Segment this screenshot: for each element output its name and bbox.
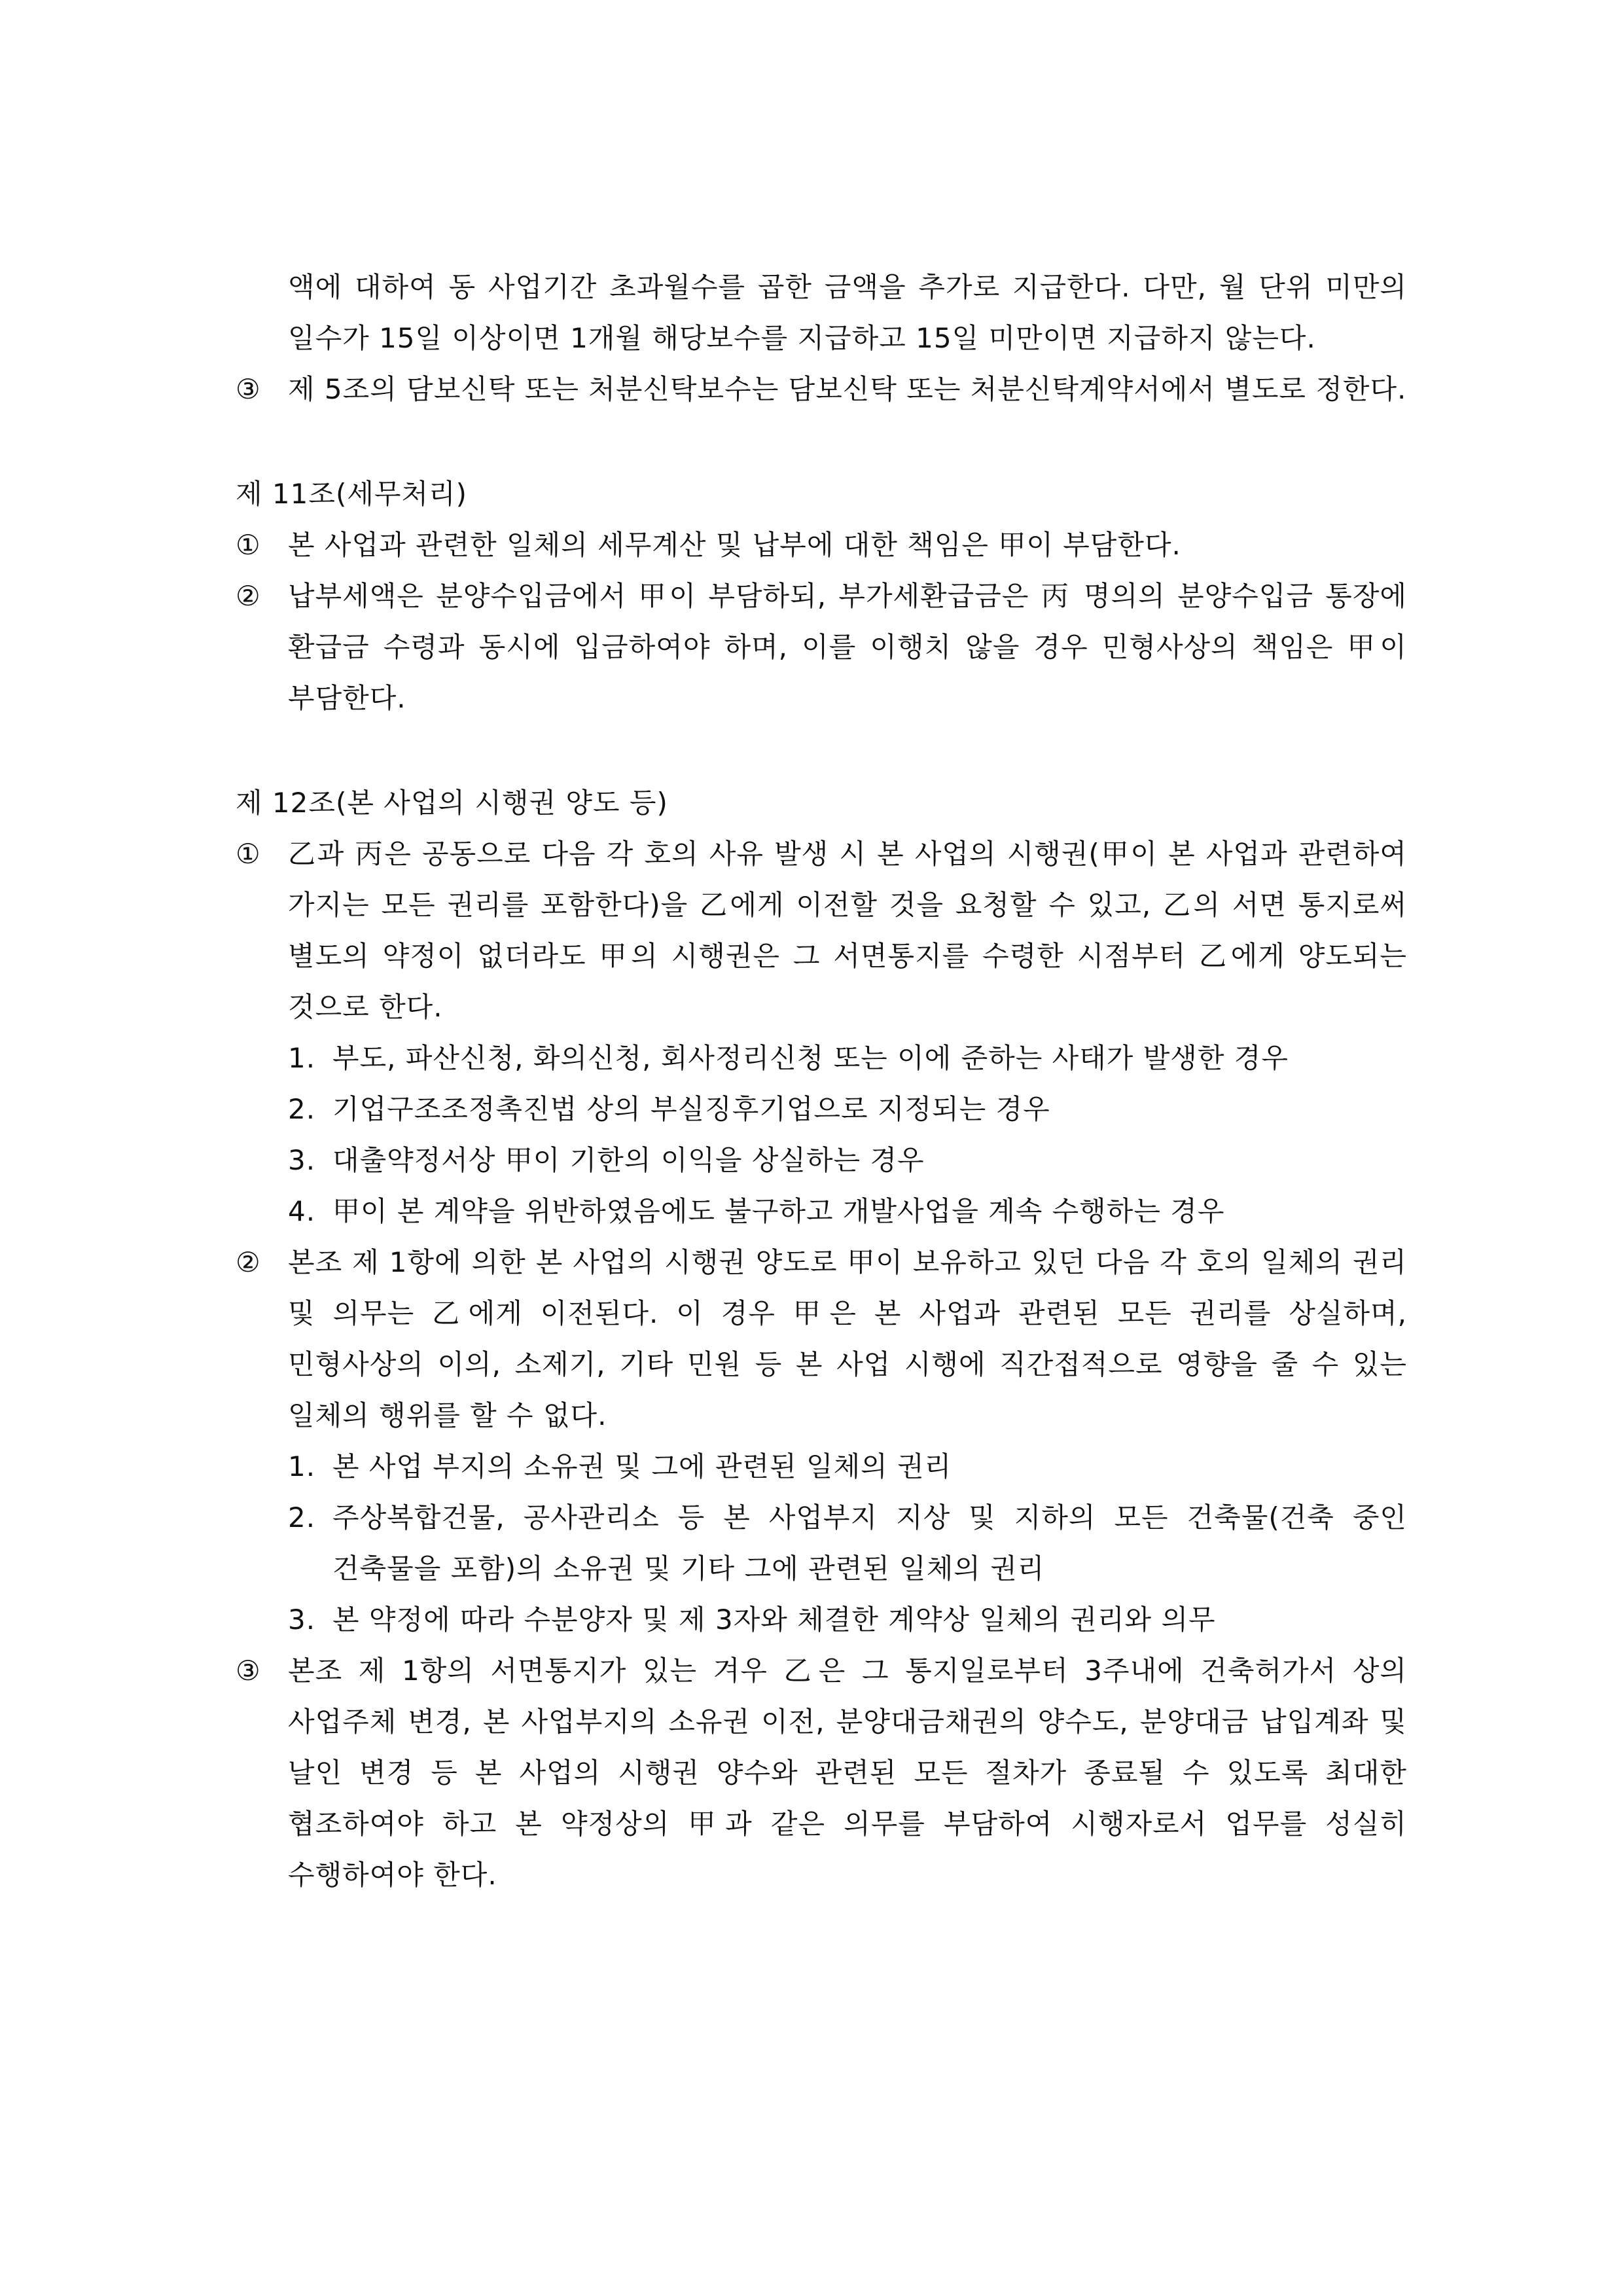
list-item: [236, 571, 1407, 724]
item-marker: ②: [236, 580, 261, 612]
spacer: [236, 724, 1407, 778]
sub-list-item: [236, 1492, 1407, 1594]
list-item: [236, 364, 1407, 415]
sub-item-number: 4.: [288, 1195, 316, 1227]
list-item: [236, 1645, 1407, 1901]
item-text: 본 사업과 관련한 일체의 세무계산 및 납부에 대한 책임은 甲이 부담한다.: [288, 529, 1181, 561]
continuation-paragraph: 액에 대하여 동 사업기간 초과월수를 곱한 금액을 추가로 지급한다. 다만, 월 단위 미만의 일수가 15일 이상이면 1개월 해당보수를 지급하고 15일 미만이면 지급하지 않는다.: [288, 271, 1407, 354]
item-text: 乙과 丙은 공동으로 다음 각 호의 사유 발생 시 본 사업의 시행권(甲이 본 사업과 관련하여 가지는 모든 권리를 포함한다)을 乙에게 이전할 것을 요청할 수 있고, 乙의 서면 통지로써 별도의 약정이 없더라도 甲의 시행권은 그 서면통지를 수령한 시점부터 乙에게 양도되는 것으로 한다.: [288, 838, 1407, 1023]
sub-item-text: 甲이 본 계약을 위반하였음에도 불구하고 개발사업을 계속 수행하는 경우: [332, 1195, 1225, 1227]
sub-item-number: 2.: [288, 1501, 316, 1534]
sub-list-item: [236, 1594, 1407, 1645]
sub-item-text: 주상복합건물, 공사관리소 등 본 사업부지 지상 및 지하의 모든 건축물(건축 중인 건축물을 포함)의 소유권 및 기타 그에 관련된 일체의 권리: [332, 1501, 1407, 1585]
document-body: [236, 262, 1407, 1901]
item-marker: ③: [236, 373, 261, 405]
item-marker: ①: [236, 838, 261, 870]
sub-item-text: 본 사업 부지의 소유권 및 그에 관련된 일체의 권리: [332, 1450, 952, 1482]
sub-item-text: 본 약정에 따라 수분양자 및 제 3자와 체결한 계약상 일체의 권리와 의무: [332, 1604, 1216, 1636]
sub-item-number: 1.: [288, 1450, 316, 1482]
item-marker: ③: [236, 1655, 261, 1687]
item-text: 제 5조의 담보신탁 또는 처분신탁보수는 담보신탁 또는 처분신탁계약서에서 별도로 정한다.: [288, 373, 1407, 405]
item-marker: ①: [236, 529, 261, 561]
sub-list-item: [236, 1441, 1407, 1492]
list-item: [236, 520, 1407, 571]
article-heading: 제 11조(세무처리): [236, 478, 467, 510]
sub-item-number: 3.: [288, 1604, 316, 1636]
sub-list-item: [236, 1084, 1407, 1135]
item-text: 본조 제 1항에 의한 본 사업의 시행권 양도로 甲이 보유하고 있던 다음 각 호의 일체의 권리 및 의무는 乙에게 이전된다. 이 경우 甲은 본 사업과 관련된 모든 권리를 상실하며, 민형사상의 이의, 소제기, 기타 민원 등 본 사업 시행에 직간접적으로 영향을 줄 수 있는 일체의 행위를 할 수 없다.: [288, 1246, 1407, 1431]
sub-item-text: 기업구조조정촉진법 상의 부실징후기업으로 지정되는 경우: [332, 1093, 1050, 1125]
sub-item-text: 부도, 파산신청, 화의신청, 회사정리신청 또는 이에 준하는 사태가 발생한 경우: [332, 1042, 1289, 1074]
sub-item-number: 3.: [288, 1144, 316, 1176]
item-marker: ②: [236, 1246, 261, 1278]
sub-list-item: [236, 1033, 1407, 1084]
sub-list-item: [236, 1135, 1407, 1186]
article-heading: 제 12조(본 사업의 시행권 양도 등): [236, 787, 668, 819]
sub-item-number: 1.: [288, 1042, 316, 1074]
sub-list-item: [236, 1186, 1407, 1237]
sub-item-number: 2.: [288, 1093, 316, 1125]
spacer: [236, 415, 1407, 469]
list-item: [236, 1237, 1407, 1441]
sub-item-text: 대출약정서상 甲이 기한의 이익을 상실하는 경우: [332, 1144, 925, 1176]
item-text: 본조 제 1항의 서면통지가 있는 겨우 乙은 그 통지일로부터 3주내에 건축허가서 상의 사업주체 변경, 본 사업부지의 소유권 이전, 분양대금채권의 양수도, 분양대금 납입계좌 및 날인 변경 등 본 사업의 시행권 양수와 관련된 모든 절차가 종료될 수 있도록 최대한 협조하여야 하고 본 약정상의 甲과 같은 의무를 부담하여 시행자로서 업무를 성실히 수행하여야 한다.: [288, 1655, 1407, 1891]
list-item: [236, 829, 1407, 1033]
item-text: 납부세액은 분양수입금에서 甲이 부담하되, 부가세환급금은 丙 명의의 분양수입금 통장에 환급금 수령과 동시에 입금하여야 하며, 이를 이행치 않을 경우 민형사상의 책임은 甲이 부담한다.: [288, 580, 1407, 714]
